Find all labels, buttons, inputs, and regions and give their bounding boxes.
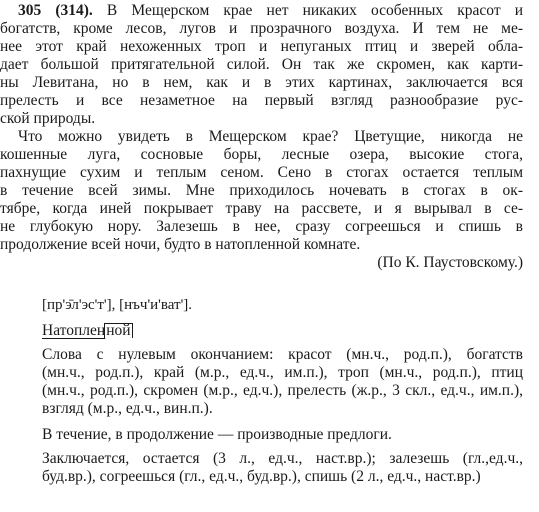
morpheme-parse-word [42,322,539,340]
exercise-line: ны Левитана, но в нем, как и в этих картинах, заключается вся [0,74,523,91]
answer-line: Заключается, остается (3 л., ед.ч., наст.вр.); залезешь (гл.,ед.ч., [42,450,523,467]
exercise-line: ской природы. [0,110,96,127]
answer-line: В течение, в продолжение — производные предлоги. [42,426,392,443]
exercise-number: 305 (314). [18,2,93,19]
exercise-line: дает большой притягательной силой. Он так же скромен, как карти- [0,56,523,73]
answer-line: (мн.ч., род.п.), край (м.р., ед.ч., им.п.), троп (мн.ч., род.п.), птиц [42,364,523,381]
transcription: [пр'э̄л'эс'т'], [нъч'и'ват']. [42,297,193,313]
exercise-line: Что можно увидеть в Мещерском крае? Цветущие, никогда не [18,128,523,145]
exercise-line: прелесть и все незаметное на первый взгляд разнообразие рус- [0,92,523,109]
exercise-line: пахнущие сухим и теплым сеном. Сено в стогах остается теплым [0,164,523,181]
exercise-line: богатств, кроме лесов, лугов и прозрачного воздуха. И тем не ме- [0,20,523,37]
exercise-line: не глубокую нору. Залезешь в нее, сразу согреешься и спишь в [0,218,523,235]
word-stem: Натоплен [42,322,106,339]
exercise-line: тябре, когда иней покрывает траву на рассвете, и я вырывал в се- [0,200,523,217]
word-ending: ной [106,322,131,339]
answer-line: взгляд (м.р., ед.ч., вин.п.). [42,400,213,417]
answer-line: буд.вр.), согреешься (гл., ед.ч., буд.вр.), спишь (2 л., ед.ч., наст.вр.) [42,468,481,485]
answer-line: (мн.ч., род.п.), скромен (м.р., ед.ч.), прелесть (ж.р., 3 скл., ед.ч., им.п.), [42,382,523,399]
exercise-source: (По К. Паустовскому.) [377,254,523,271]
exercise-line: в течение всей зимы. Мне приходилось ночевать в стогах в ок- [0,182,523,199]
exercise-text: В Мещерском крае нет никаких особенных красот и [106,2,523,19]
exercise-line: кошенные луга, сосновые боры, лесные озера, высокие стога, [0,146,523,163]
answer-line: Слова с нулевым окончанием: красот (мн.ч., род.п.), богатств [42,346,523,363]
exercise-line: продолжение всей ночи, будто в натопленной комнате. [0,236,361,253]
exercise-line: нее этот край нехоженных троп и непуганых птиц и зверей обла- [0,38,523,55]
exercise-line-1 [0,2,523,20]
